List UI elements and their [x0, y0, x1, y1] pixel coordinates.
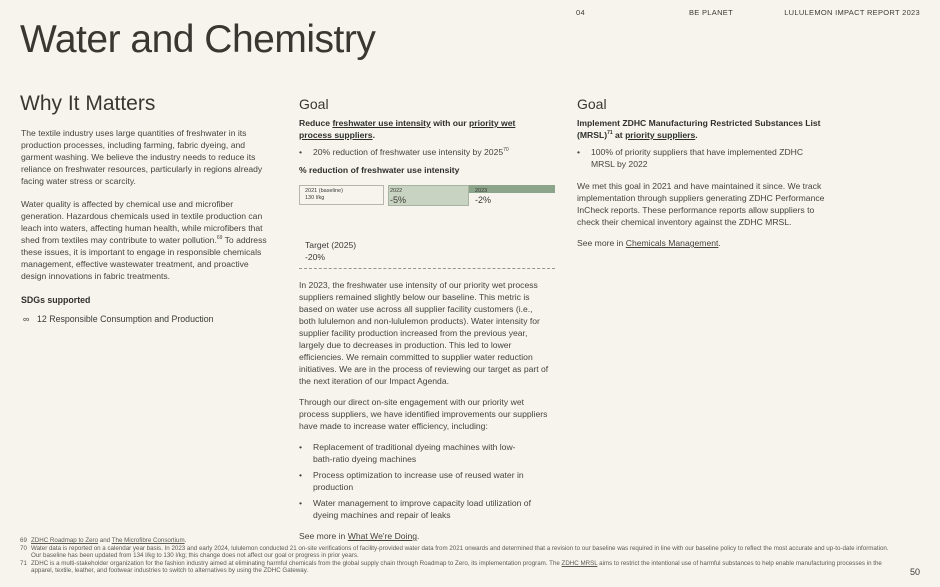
water-body — [299, 279, 551, 542]
chart-target-value: -20% — [305, 252, 326, 262]
footnote-link[interactable]: ZDHC Roadmap to Zero — [31, 537, 99, 544]
goal-statement-chemistry: Implement ZDHC Manufacturing Restricted Substances List (MRSL)$^{71}$ at priority suppliers. — [577, 118, 821, 140]
freshwater-intensity-link[interactable]: freshwater use intensity — [332, 118, 431, 128]
footnotes — [20, 537, 900, 575]
infinity-icon: ∞ — [23, 314, 30, 324]
why-body — [21, 127, 273, 282]
improvements-list — [299, 441, 551, 521]
priority-suppliers-link[interactable]: priority suppliers — [625, 130, 696, 140]
goal-bullet-water: • 20% reduction of freshwater use intensity by 2025$^{70}$ — [299, 147, 509, 157]
section-name: BE PLANET — [689, 8, 733, 17]
chart-label-2023: 2023 — [475, 188, 488, 194]
chart-label-2022: 2022 — [390, 188, 403, 194]
why-para-1: The textile industry uses large quantities of freshwater in its production processes, including farming, fabric dyeing, and garment washing. We believe the industry needs to reduce its reliance on freshwater resources, particularly in regions already facing water stress or scarcity. — [21, 128, 263, 186]
bullet-icon: • — [299, 147, 303, 157]
chemistry-body — [577, 180, 829, 249]
why-para-2: Water quality is affected by chemical use and microfiber generation. Hazardous chemicals used in textile production can leach into waters, affecting human health, while microfibers that shed from textiles may contribute to water pollution.$^{69}$ To address these issues, it is important to engage in responsible chemicals management, effective wastewater treatment, and proactive design innovations in fabric treatments. — [21, 199, 267, 281]
footnote-ref: 69 — [216, 235, 223, 242]
goal-statement-water: Reduce freshwater use intensity with our priority wet process suppliers. — [299, 118, 516, 140]
chart-target-label: Target (2025) — [305, 240, 357, 250]
footnote-number: 70 — [20, 544, 27, 552]
page-title: Water and Chemistry — [20, 18, 376, 61]
footnote-number: 71 — [20, 559, 27, 567]
report-name: LULULEMON IMPACT REPORT 2023 — [784, 8, 920, 17]
goal-bullet-chemistry: • 100% of priority suppliers that have implemented ZDHC MRSL by 2022 — [577, 147, 804, 169]
chart-target-line — [299, 268, 555, 269]
water-para-2: Through our direct on-site engagement with our priority wet process suppliers, we have identified improvements our suppliers have made to increase water efficiency, including: — [299, 397, 548, 431]
chart-label-2021: 2021 (baseline) — [305, 188, 343, 194]
page-number: 50 — [909, 567, 920, 577]
footnote-link[interactable]: ZDHC MRSL — [561, 559, 598, 567]
footnote: 70 Water data is reported on a calendar year basis. In 2023 and early 2024, lululemon conducted 21 on-site verifications of facility-provided water data from 2021 onwards and determined that a revision to our baseline was required in line with our baseline policy to reflect the most accurate and up-to-date information. Our baseline has been updated from 134 l/kg to 130 l/kg; this change does not affect our goal or progress in prior years. — [20, 544, 889, 560]
footnote-link[interactable]: The Microfibre Consortium — [111, 537, 185, 544]
see-more-chemistry: See more in Chemicals Management. — [577, 238, 721, 248]
list-item: • Process optimization to increase use of reused water in production — [299, 470, 524, 492]
chemicals-management-link[interactable]: Chemicals Management — [625, 238, 719, 248]
see-more-water: See more in What We're Doing. — [299, 531, 420, 541]
goal-heading-water: Goal — [299, 96, 329, 112]
what-were-doing-link[interactable]: What We're Doing — [347, 531, 418, 541]
goal-heading-chemistry: Goal — [577, 96, 607, 112]
list-item: • Replacement of traditional dyeing machines with low-bath-ratio dyeing machines — [299, 442, 516, 464]
water-para-1: In 2023, the freshwater use intensity of our priority wet process suppliers remained slightly below our baseline. This metric is based on water use across all supplier facility customers (i.e., both lululemon and non-lululemon products). Water intensity for supplier facility production increased from the previous year, largely due to decreases in production. This led to lower efficiencies. We remain committed to supplier water reduction initiatives. We are in the process of reviewing our target as part of the next iteration of our Impact Agenda. — [299, 280, 549, 386]
sdg-item: ∞ 12 Responsible Consumption and Production — [23, 314, 214, 324]
chart-value-2023: -2% — [475, 195, 492, 205]
chemistry-para: We met this goal in 2021 and have maintained it since. We track implementation through suppliers generating ZDHC Performance InCheck reports. These performance reports allow suppliers to check their chemical inventory against the ZDHC MRSL. — [577, 181, 825, 227]
why-heading: Why It Matters — [20, 92, 156, 115]
list-item: • Water management to improve capacity load utilization of dyeing machines and repair of leaks — [299, 498, 531, 520]
priority-wet-suppliers-link[interactable]: priority wet process suppliers — [299, 118, 516, 140]
sdg-heading: SDGs supported — [21, 295, 91, 305]
water-reduction-chart — [299, 185, 555, 268]
footnote-number: 69 — [20, 537, 27, 544]
section-number: 04 — [576, 8, 585, 17]
chart-title: % reduction of freshwater use intensity — [299, 165, 460, 175]
footnote: 69 ZDHC Roadmap to Zero and The Microfibre Consortium. — [20, 537, 187, 544]
bullet-icon: • — [577, 147, 581, 157]
footnote: 71 ZDHC is a multi-stakeholder organization for the fashion industry aimed at eliminating harmful chemicals from the global supply chain through Roadmap to Zero, its implementation program. The ZDHC MRSL aims to restrict the intentional use of harmful substances to help enable manufacturing processes in the apparel, textile, leather, and footwear industries to switch to alternatives by using the ZDHC Gateway. — [20, 559, 882, 575]
chart-value-2022: -5% — [390, 195, 407, 205]
chart-sublabel-2021: 130 l/kg — [305, 195, 325, 201]
